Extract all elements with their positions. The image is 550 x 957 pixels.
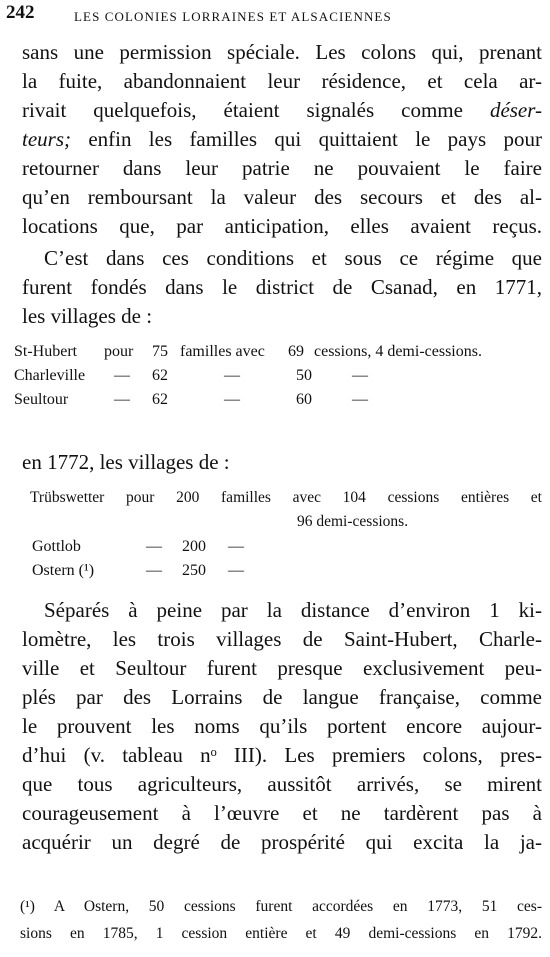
text-line: ville et Seultour furent presque exclusivement peu-	[22, 656, 542, 680]
text-line: que tous agriculteurs, aussitôt arrivés, se mirent	[22, 772, 542, 796]
family-count: 75	[152, 343, 168, 360]
text-line: locations que, par anticipation, elles avaient reçus.	[22, 214, 542, 238]
ditto-dash: —	[114, 367, 130, 384]
text-line: qu’en remboursant la valeur des secours et des al-	[22, 185, 542, 209]
text-line: sans une permission spéciale. Les colons qui, prenant	[22, 40, 542, 64]
footnote-line: (¹) A Ostern, 50 cessions furent accordées en 1773, 51 ces-	[20, 898, 542, 915]
village-row	[32, 535, 332, 559]
text-line: les villages de :	[22, 304, 153, 328]
ditto-dash: —	[352, 367, 368, 384]
text-line: C’est dans ces conditions et sous ce régime que	[44, 246, 542, 270]
text-segment: enfin les familles qui quittaient le pays pour	[71, 127, 542, 151]
table-word: pour	[104, 343, 134, 360]
village-row	[14, 364, 544, 388]
text-line: Séparés à peine par la distance d’environ 1 ki-	[44, 598, 542, 622]
cession-count: 50	[296, 367, 312, 384]
family-count: 250	[182, 562, 206, 579]
text-line: le prouvent les noms qu’ils portent encore aujour-	[22, 714, 542, 738]
italic-word: déser-	[489, 98, 542, 122]
ditto-dash: —	[228, 562, 244, 579]
ditto-dash: —	[224, 391, 240, 408]
village-row	[14, 340, 544, 364]
text-line: lomètre, les trois villages de Saint-Hubert, Charle-	[22, 627, 542, 651]
ditto-dash: —	[352, 391, 368, 408]
table-word: familles avec	[180, 343, 265, 360]
family-count: 200	[182, 538, 206, 555]
table-word: cessions, 4 demi-cessions.	[314, 343, 482, 360]
cession-count: 60	[296, 391, 312, 408]
text-line	[22, 96, 542, 124]
running-title: LES COLONIES LORRAINES ET ALSACIENNES	[74, 9, 392, 24]
village-row	[14, 388, 544, 412]
text-line: furent fondés dans le district de Csanad, en 1771,	[22, 275, 542, 299]
family-count: 62	[152, 367, 168, 384]
ditto-dash: —	[224, 367, 240, 384]
text-line: la fuite, abandonnaient leur résidence, et cela ar-	[22, 69, 542, 93]
text-line: courageusement à l’œuvre et ne tardèrent pas à	[22, 801, 542, 825]
text-line: d’hui (v. tableau nᵒ III). Les premiers colons, pres-	[22, 743, 542, 767]
table-line: Trübswetter pour 200 familles avec 104 cessions entières et	[30, 489, 542, 506]
table-line: 96 demi-cessions.	[297, 513, 409, 530]
ditto-dash: —	[146, 538, 162, 555]
text-segment: rivait quelquefois, étaient signalés comme	[22, 98, 490, 122]
village-name: St-Hubert	[14, 343, 78, 360]
village-row	[32, 559, 332, 583]
page-number: 242	[6, 2, 35, 23]
village-name: Charleville	[14, 367, 86, 384]
running-header	[6, 2, 542, 30]
text-line	[22, 125, 542, 153]
text-line: acquérir un degré de prospérité qui excita la ja-	[22, 830, 542, 854]
village-name: Seultour	[14, 391, 69, 408]
ditto-dash: —	[146, 562, 162, 579]
italic-word: teurs;	[22, 127, 71, 151]
cession-count: 69	[288, 343, 304, 360]
ditto-dash: —	[114, 391, 130, 408]
family-count: 62	[152, 391, 168, 408]
text-line: plés par des Lorrains de langue française, comme	[22, 685, 542, 709]
ditto-dash: —	[228, 538, 244, 555]
village-name: Gottlob	[32, 538, 81, 555]
village-name: Ostern (¹)	[32, 562, 95, 579]
footnote-line: sions en 1785, 1 cession entière et 49 demi-cessions en 1792.	[20, 925, 542, 942]
text-line: retourner dans leur patrie ne pouvaient le faire	[22, 156, 542, 180]
text-line: en 1772, les villages de :	[22, 450, 230, 474]
